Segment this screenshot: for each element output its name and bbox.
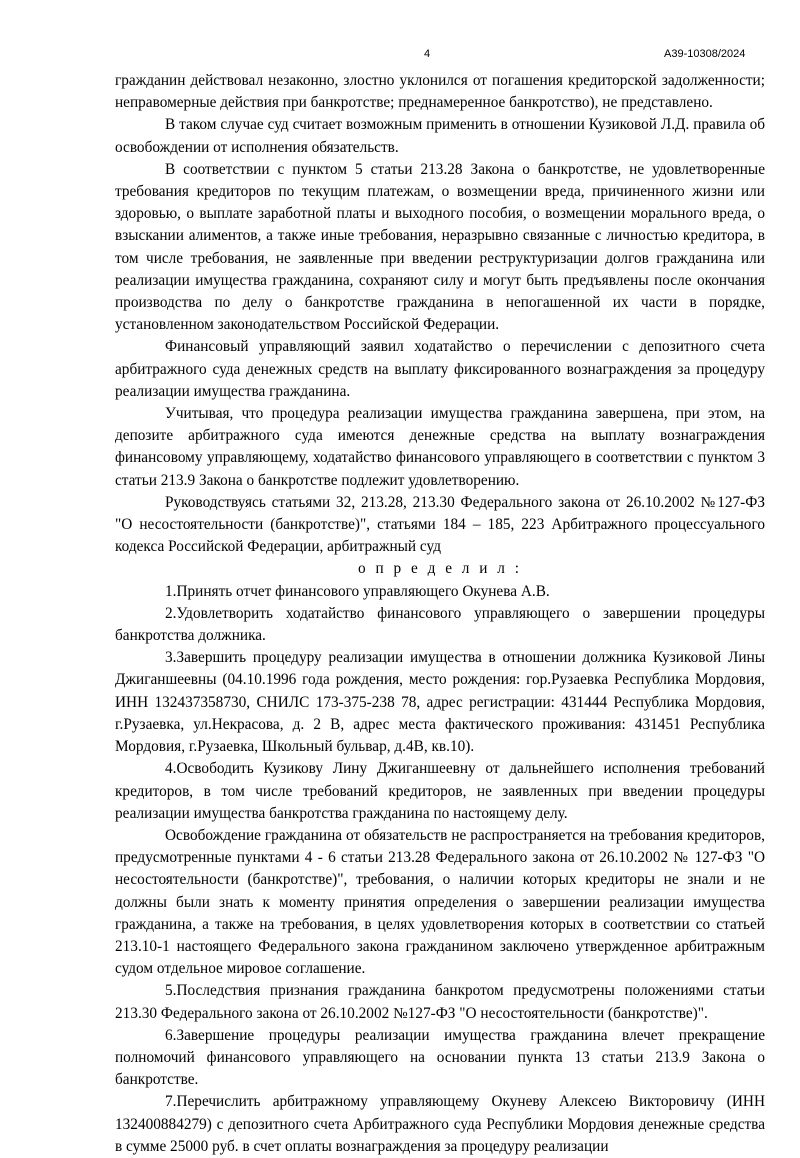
ruling-item-3: 3.Завершить процедуру реализации имущества в отношении должника Кузиковой Лины Джиганшеевны (04.10.1996 года рождения, место рождения: гор.Рузаевка Республика Мордовия, ИНН 132437358730, СНИЛС 173-375-238 78, адрес регистрации: 431444 Республика Мордовия, г.Рузаевка, ул.Некрасова, д. 2 В, адрес места фактического проживания: 431451 Республика Мордовия, г.Рузаевка, Школьный бульвар, д.4В, кв.10). bbox=[115, 649, 765, 756]
ruling-item-2: 2.Удовлетворить ходатайство финансового управляющего о завершении процедуры банкротства должника. bbox=[115, 604, 765, 645]
paragraph: Учитывая, что процедура реализации имущества гражданина завершена, при этом, на депозите арбитражного суда имеются денежные средства на выплату вознаграждения финансовому управляющему, ходатайство финансового управляющего в соответствии с пунктом 3 статьи 213.9 Закона о банкротстве подлежит удовлетворению. bbox=[115, 405, 765, 489]
case-number: А39-10308/2024 bbox=[664, 48, 746, 60]
page-number: 4 bbox=[424, 48, 431, 60]
ruling-item-4: 4.Освободить Кузикову Лину Джиганшеевну от дальнейшего исполнения требований кредиторов, в том числе требований кредиторов, не заявленных при введении процедуры реализации имущества банкротства гражданина по настоящему делу. bbox=[115, 760, 765, 822]
ruling-item-6: 6.Завершение процедуры реализации имущества гражданина влечет прекращение полномочий финансового управляющего на основании пункта 13 статьи 213.9 Закона о банкротстве. bbox=[115, 1026, 765, 1089]
paragraph: гражданин действовал незаконно, злостно уклонился от погашения кредиторской задолженности; неправомерные действия при банкротстве; преднамеренное банкротство), не представлено. bbox=[115, 72, 765, 112]
paragraph: Руководствуясь статьями 32, 213.28, 213.30 Федерального закона от 26.10.2002 №127-ФЗ "О несостоятельности (банкротстве)", статьями 184 – 185, 223 Арбитражного процессуального кодекса Российской Федерации, арбитражный суд bbox=[115, 493, 765, 556]
decision-heading: о п р е д е л и л : bbox=[358, 560, 522, 578]
ruling-item-7: 7.Перечислить арбитражному управляющему Окуневу Алексею Викторовичу (ИНН 132400884279) с депозитного счета Арбитражного суда Республики Мордовия денежные средства в сумме 25000 руб. в счет оплаты вознаграждения за процедуру реализации bbox=[115, 1093, 765, 1155]
ruling-item-5: 5.Последствия признания гражданина банкротом предусмотрены положениями статьи 213.30 Федерального закона от 26.10.2002 №127-ФЗ "О несостоятельности (банкротстве)". bbox=[115, 982, 765, 1022]
paragraph: Финансовый управляющий заявил ходатайство о перечислении с депозитного счета арбитражного суда денежных средств на выплату фиксированного вознаграждения за процедуру реализации имущества гражданина. bbox=[115, 338, 765, 400]
ruling-item-1: 1.Принять отчет финансового управляющего Окунева А.В. bbox=[165, 582, 550, 600]
paragraph: В соответствии с пунктом 5 статьи 213.28 Закона о банкротстве, не удовлетворенные требования кредиторов по текущим платежам, о возмещении вреда, причиненного жизни или здоровью, о выплате заработной платы и выходного пособия, о возмещении морального вреда, о взыскании алиментов, а также иные требования, неразрывно связанные с личностью кредитора, в том числе требования, не заявленные при введении реструктуризации долгов гражданина или реализации имущества гражданина, сохраняют силу и могут быть предъявлены после окончания производства по делу о банкротстве гражданина в непогашенной их части в порядке, установленном законодательством Российской Федерации. bbox=[115, 160, 765, 334]
paragraph: В таком случае суд считает возможным применить в отношении Кузиковой Л.Д. правила об освобождении от исполнения обязательств. bbox=[115, 116, 765, 156]
ruling-item-4-note: Освобождение гражданина от обязательств не распространяется на требования кредиторов, предусмотренные пунктами 4 - 6 статьи 213.28 Федерального закона от 26.10.2002 № 127-ФЗ "О несостоятельности (банкротстве)", требования, о наличии которых кредиторы не знали и не должны были знать к моменту принятия определения о завершении реализации имущества гражданина, а также на требования, в целях удовлетворения которых в соответствии со статьей 213.10-1 настоящего Федерального закона гражданином заключено утвержденное арбитражным судом отдельное мировое соглашение. bbox=[115, 826, 765, 978]
document-body bbox=[115, 70, 765, 1158]
